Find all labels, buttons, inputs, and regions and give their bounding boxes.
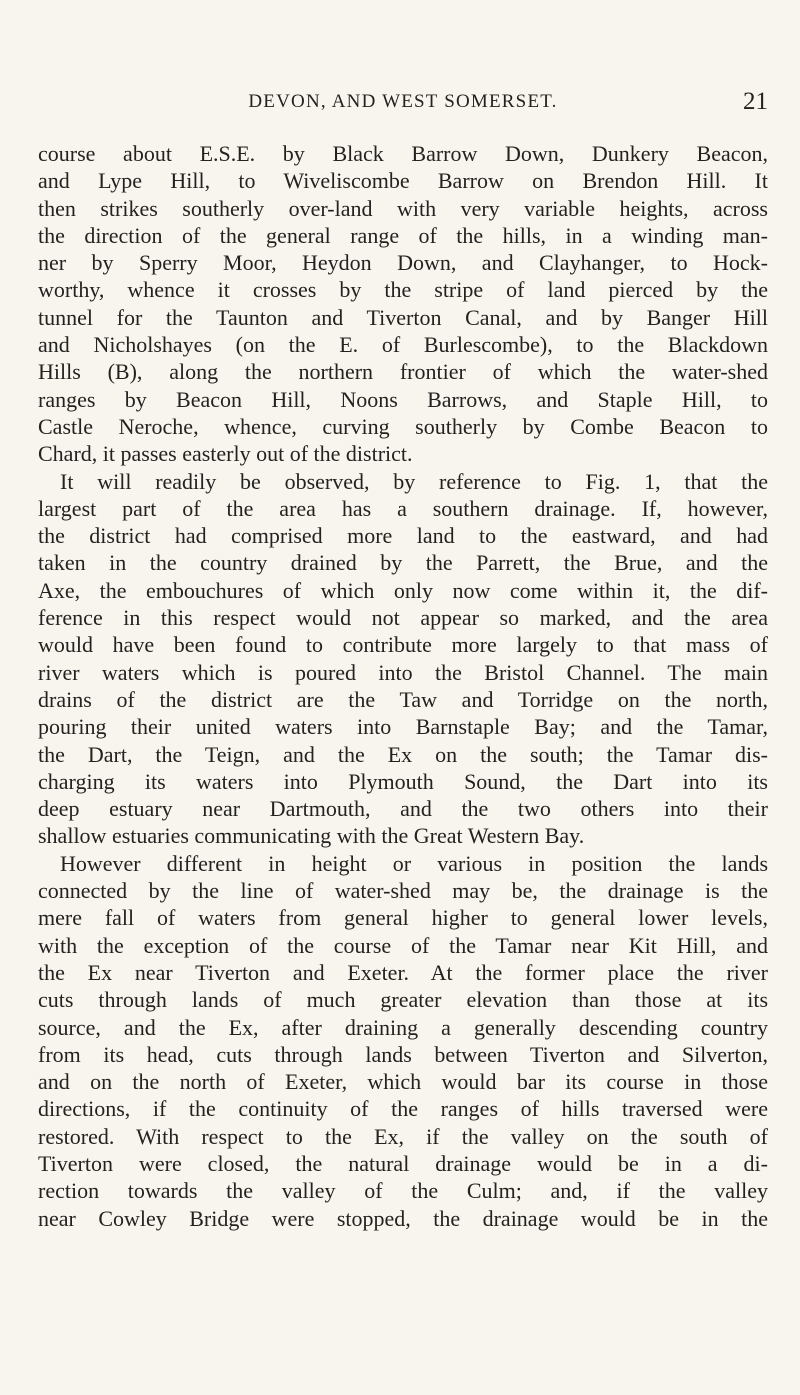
text-line: the district had comprised more land to the eastward, and had (38, 523, 768, 549)
text-line: the Dart, the Teign, and the Ex on the south; the Tamar dis- (38, 741, 768, 767)
body-text (38, 140, 768, 1232)
text-line: drains of the district are the Taw and Torridge on the north, (38, 686, 768, 712)
text-line: ference in this respect would not appear so marked, and the area (38, 605, 768, 631)
text-line: river waters which is poured into the Bristol Channel. The main (38, 659, 768, 685)
text-line: deep estuary near Dartmouth, and the two others into their (38, 796, 768, 822)
text-line: near Cowley Bridge were stopped, the drainage would be in the (38, 1205, 768, 1231)
page-number: 21 (743, 88, 768, 115)
text-line: course about E.S.E. by Black Barrow Down, Dunkery Beacon, (38, 141, 768, 166)
text-line: largest part of the area has a southern drainage. If, however, (38, 495, 768, 521)
text-line: Chard, it passes easterly out of the district. (38, 441, 413, 467)
text-line: It will readily be observed, by reference to Fig. 1, that the (60, 468, 768, 494)
running-title: DEVON, AND WEST SOMERSET. (248, 91, 558, 112)
text-line: tunnel for the Taunton and Tiverton Canal, and by Banger Hill (38, 304, 768, 330)
text-line: pouring their united waters into Barnstaple Bay; and the Tamar, (38, 714, 768, 740)
text-line: cuts through lands of much greater elevation than those at its (38, 987, 768, 1013)
text-line: then strikes southerly over-land with very variable heights, across (38, 195, 768, 221)
text-line: Axe, the embouchures of which only now come within it, the dif- (38, 577, 768, 603)
text-line: taken in the country drained by the Parrett, the Brue, and the (38, 550, 768, 576)
text-line: rection towards the valley of the Culm; and, if the valley (38, 1178, 768, 1204)
text-line: Hills (B), along the northern frontier of which the water-shed (38, 359, 768, 385)
text-line: would have been found to contribute more largely to that mass of (38, 632, 768, 658)
text-line: restored. With respect to the Ex, if the valley on the south of (38, 1123, 768, 1149)
text-line: from its head, cuts through lands between Tiverton and Silverton, (38, 1041, 768, 1067)
text-line: and on the north of Exeter, which would bar its course in those (38, 1069, 768, 1095)
text-line: connected by the line of water-shed may be, the drainage is the (38, 878, 768, 904)
text-line: with the exception of the course of the Tamar near Kit Hill, and (38, 932, 768, 958)
text-line: ner by Sperry Moor, Heydon Down, and Clayhanger, to Hock- (38, 250, 768, 276)
text-line: Castle Neroche, whence, curving southerly by Combe Beacon to (38, 413, 768, 439)
running-head (38, 88, 768, 118)
text-line: the Ex near Tiverton and Exeter. At the former place the river (38, 959, 768, 985)
text-line: and Lype Hill, to Wiveliscombe Barrow on Brendon Hill. It (38, 168, 768, 194)
text-line: However different in height or various in position the lands (60, 850, 768, 876)
text-line: shallow estuaries communicating with the Great Western Bay. (38, 823, 585, 849)
text-line: ranges by Beacon Hill, Noons Barrows, and Staple Hill, to (38, 386, 768, 412)
text-line: mere fall of waters from general higher to general lower levels, (38, 905, 768, 931)
text-line: the direction of the general range of the hills, in a winding man- (38, 222, 768, 248)
text-line: charging its waters into Plymouth Sound, the Dart into its (38, 768, 768, 794)
text-line: worthy, whence it crosses by the stripe of land pierced by the (38, 277, 768, 303)
text-line: directions, if the continuity of the ranges of hills traversed were (38, 1096, 768, 1122)
text-line: and Nicholshayes (on the E. of Burlescombe), to the Blackdown (38, 332, 768, 358)
text-line: source, and the Ex, after draining a generally descending country (38, 1014, 768, 1040)
text-line: Tiverton were closed, the natural drainage would be in a di- (38, 1150, 768, 1176)
